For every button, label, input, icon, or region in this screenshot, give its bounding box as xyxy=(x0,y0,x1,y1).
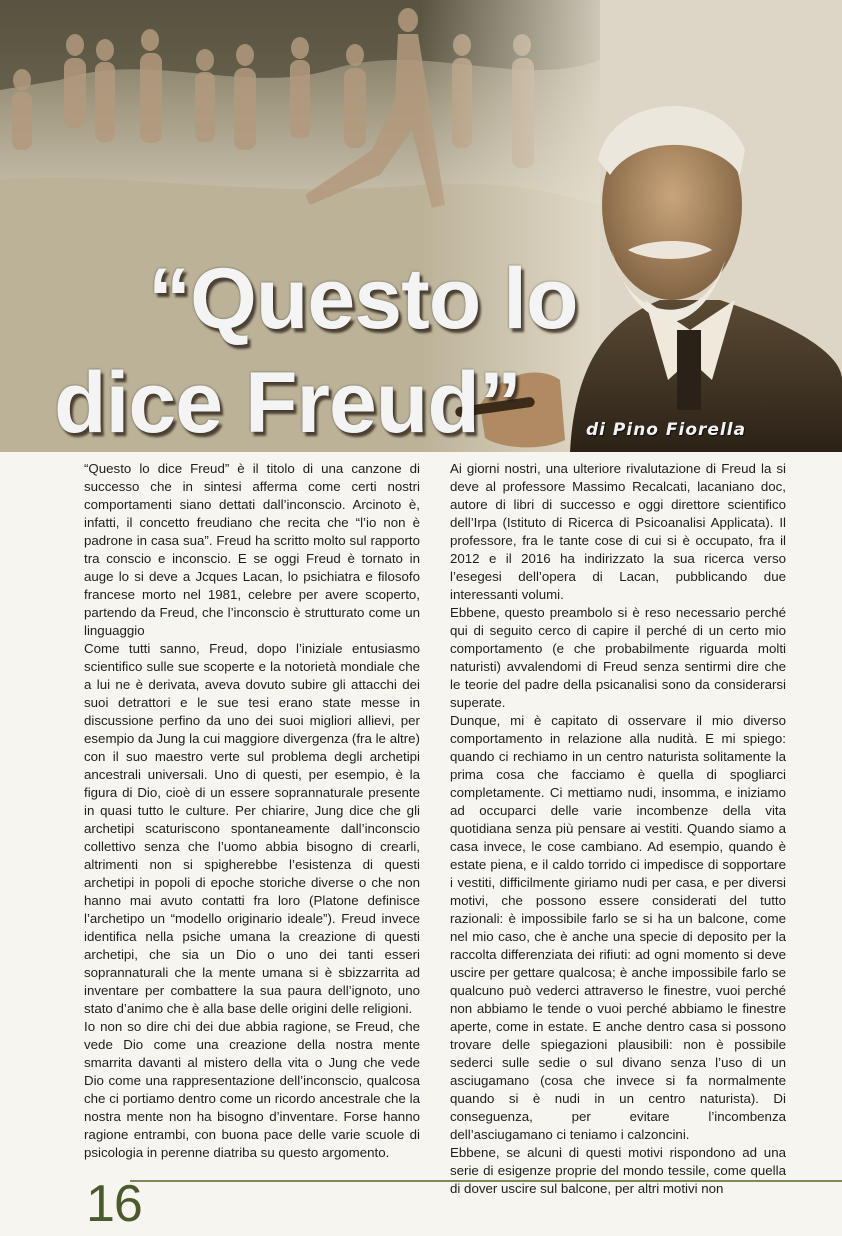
paragraph: “Questo lo dice Freud” è il titolo di una canzone di successo che in sintesi afferma come certi nostri comportamenti siano dettati dall’inconscio. Arcinoto è, infatti, il concetto freudiano che recita che “l’io non è padrone in casa sua”. Freud ha scritto molto sul rapporto tra conscio e inconscio. E se oggi Freud è tornato in auge lo si deve a Jcques Lacan, lo psichiatra e filosofo francese morto nel 1981, celebre per avere scoperto, partendo da Freud, che l’inconscio è strutturato come un linguaggio xyxy=(84,461,420,638)
paragraph: Ebbene, se alcuni di questi motivi rispondono ad una serie di esigenze proprie del mondo tessile, come quella di dover uscire sul balcone, per altri motivi non xyxy=(450,1145,786,1196)
page-number: 16 xyxy=(86,1175,142,1233)
article-title-line-2: dice Freud” xyxy=(54,355,521,451)
hero-image xyxy=(0,0,842,452)
article-column-right xyxy=(450,460,786,1198)
paragraph: Come tutti sanno, Freud, dopo l’iniziale entusiasmo scientifico sulle sue scoperte e la notorietà mondiale che a lui ne è derivata, aveva dovuto subire gli attacchi dei suoi detrattori e le sue tesi erano state messe in discussione perfino da uno dei suoi migliori allievi, per esempio da Jung la cui maggiore divergenza (fra le altre) con il suo maestro verte sul problema degli archetipi ancestrali universali. Uno di questi, per esempio, è la figura di Dio, cioè di un essere soprannaturale presente in quasi tutto le culture. Per chiarire, Jung dice che gli archetipi scaturiscono spontaneamente dall’inconscio collettivo senza che l’uomo abbia bisogno di crearli, altrimenti non si spigherebbe l’esistenza di questi archetipi in popoli di epoche storiche diverse o che non hanno mai avuto contatti fra loro (Platone definisce l’archetipo un “modello originario ideale”). Freud invece identifica nella psiche umana la creazione di questi archetipi, che sia un Dio o uno dei tanti esseri soprannaturali che la mente umana si è sbizzarrita ad inventare per combattere la sua paura dell’ignoto, uno stato d’animo che è alla base delle origini delle religioni. xyxy=(84,641,420,1016)
paragraph: Dunque, mi è capitato di osservare il mio diverso comportamento in relazione alla nudità. E mi spiego: quando ci rechiamo in un centro naturista solitamente la prima cosa che facciamo è quella di spogliarci completamente. Ci mettiamo nudi, insomma, e iniziamo ad occuparci delle varie incombenze della vita quotidiana senza più pensare ai vestiti. Quando siamo a casa invece, le cose cambiano. Ad esempio, quando è estate piena, e il caldo torrido ci impedisce di sopportare i vestiti, difficilmente giriamo nudi per casa, e per diversi motivi, che possono essere considerati del tutto razionali: è impossibile farlo se si ha un balcone, come nel mio caso, che è anche una specie di deposito per la raccolta differenziata dei rifiuti: ad ogni momento si deve uscire per gettare qualcosa; è anche impossibile farlo se qualcuno può vederci attraverso le finestre, vuoi perché non abbiamo le tende o vuoi perché abbiamo le finestre aperte, come in estate. E anche dentro casa si possono trovare delle spiegazioni plausibili: non è possibile sederci sulle sedie o sul divano senza l’uso di un asciugamano (cosa che invece si fa normalmente quando si è nudi in un centro naturista). Di conseguenza, per evitare l’incombenza dell’asciugamano ci teniamo i calzoncini. xyxy=(450,713,786,1142)
paragraph: Io non so dire chi dei due abbia ragione, se Freud, che vede Dio come una creazione della nostra mente smarrita davanti al mistero della vita o Jung che vede Dio come una rappresentazione dell’inconscio, qualcosa che ci portiamo dentro come un ricordo ancestrale che la nostra mente non ha bisogno d’inventare. Forse hanno ragione entrambi, con buona pace delle varie scuole di psicologia in perenne diatriba su questo argomento. xyxy=(84,1019,420,1160)
paragraph: Ai giorni nostri, una ulteriore rivalutazione di Freud la si deve al professore Massimo Recalcati, lacaniano doc, autore di libri di successo e oggi direttore scientifico dell’Irpa (Istituto di Ricerca di Psicoanalisi Applicata). Il professore, fra le tante cose di cui si è occupato, fra il 2012 e il 2016 ha indirizzato la sua ricerca verso l’esegesi dell’opera di Lacan, pubblicando due interessanti volumi. xyxy=(450,461,786,602)
article-title-line-1: “Questo lo xyxy=(148,251,578,347)
paragraph: Ebbene, questo preambolo si è reso necessario perché qui di seguito cerco di capire il perché di un certo mio comportamento (e che probabilmente riguarda molti naturisti) avvalendomi di Freud senza sentirmi dire che le teorie del padre della psicanalisi sono da considerarsi superate. xyxy=(450,605,786,710)
footer-divider xyxy=(130,1180,842,1182)
article-column-left xyxy=(84,460,420,1162)
article-byline: di Pino Fiorella xyxy=(586,420,747,440)
